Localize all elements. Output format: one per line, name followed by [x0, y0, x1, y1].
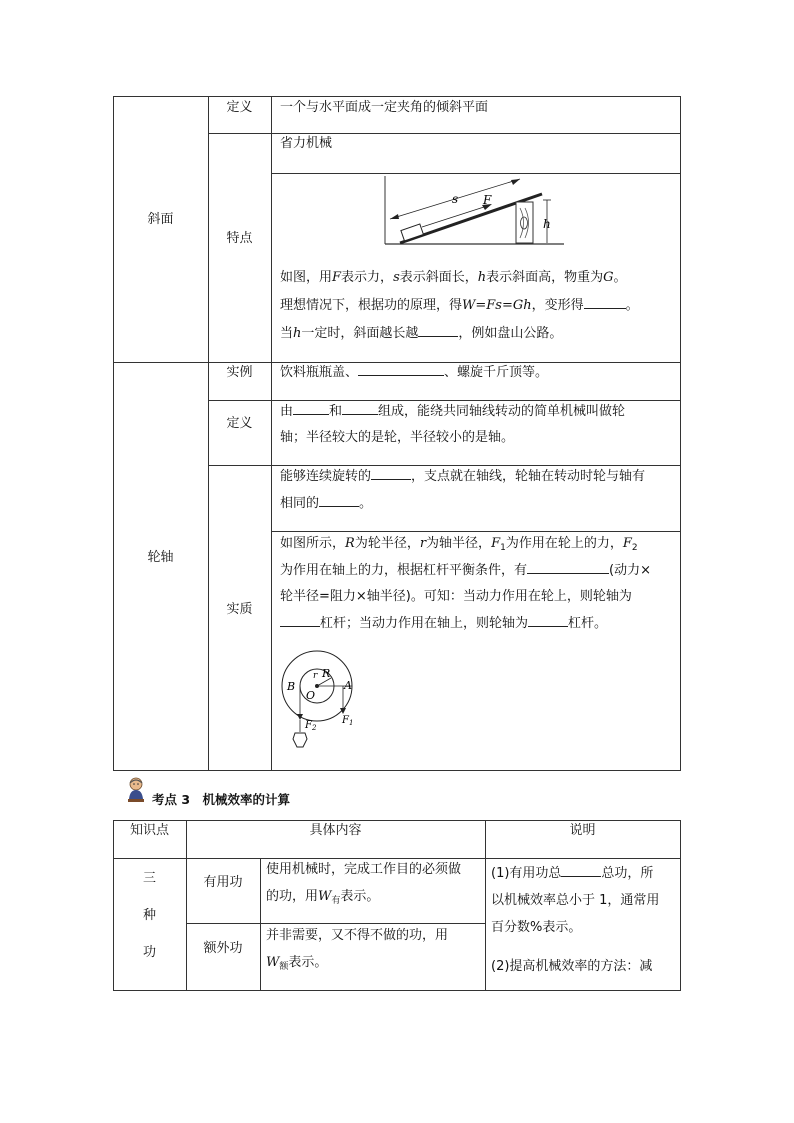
useful-work-label: 有用功 [203, 875, 243, 890]
wheel-example-label: 实例 [226, 365, 253, 380]
answer-blank[interactable] [528, 612, 568, 627]
table2-header-note: 说明 [569, 823, 596, 838]
answer-blank[interactable] [293, 400, 329, 415]
wheel-essence-2: 相同的 。 [280, 491, 372, 517]
note-2: 以机械效率总小于 1，通常用 [491, 893, 660, 908]
useful-work-desc-1: 使用机械时，完成工作目的必须做 [266, 862, 462, 877]
h-label: h [543, 217, 551, 231]
note-4: (2)提高机械效率的方法：减 [491, 959, 653, 974]
incline-definition: 一个与水平面成一定夹角的倾斜平面 [280, 100, 489, 115]
incline-label: 斜面 [147, 212, 174, 227]
table2-header-topic: 知识点 [129, 823, 169, 838]
wheel-axle-diagram [275, 650, 375, 755]
answer-blank[interactable] [418, 322, 458, 337]
incline-feature-label: 特点 [226, 231, 253, 246]
note-3: 百分数%表示。 [491, 920, 582, 935]
wheel-label: 轮轴 [147, 550, 174, 565]
r-label: r [313, 671, 318, 681]
incline-feature-head: 省力机械 [280, 136, 333, 151]
three-works-char-3: 功 [142, 945, 156, 960]
answer-blank[interactable] [584, 294, 626, 309]
note-1: (1)有用功总 总功，所 [491, 861, 653, 887]
wheel-essence-5: 轮半径=阻力×轴半径)。可知：当动力作用在轮上，则轮轴为 [280, 589, 632, 604]
wheel-definition-label: 定义 [226, 416, 253, 431]
section3-title: 考点 3 机械效率的计算 [152, 792, 291, 807]
answer-blank[interactable] [527, 559, 609, 574]
incline-feature-p1: 如图，用F表示力，s表示斜面长，h表示斜面高，物重为G。 [280, 270, 627, 285]
F2-label: F [305, 720, 312, 731]
useful-work-desc-2: 的功，用$W_有$表示。 [266, 889, 380, 906]
table2-header-content: 具体内容 [309, 823, 362, 838]
svg-text:F1: $F_1$ [342, 715, 354, 727]
wheel-example: 饮料瓶瓶盖、 、螺旋千斤顶等。 [280, 360, 548, 386]
incline-feature-p2: 理想情况下，根据功的原理，得W=Fs=Gh，变形得 。 [280, 293, 639, 319]
answer-blank[interactable] [371, 465, 411, 480]
R-label: R [322, 667, 331, 680]
wheel-essence-4: 为作用在轴上的力，根据杠杆平衡条件，有 (动力× [280, 558, 651, 584]
weight-icon [293, 733, 307, 747]
svg-text:F2: $F_2$ [305, 720, 317, 732]
answer-blank[interactable] [342, 400, 378, 415]
A-label: A [344, 679, 352, 692]
three-works-char-1: 三 [142, 871, 156, 886]
O-label: O [306, 689, 316, 702]
extra-work-desc-2: $W_额$表示。 [266, 955, 328, 972]
s-label: s [452, 192, 459, 206]
wheel-definition-2: 轴；半径较大的是轮，半径较小的是轴。 [280, 430, 515, 445]
three-works-char-2: 种 [142, 908, 156, 923]
extra-work-desc-1: 并非需要，又不得不做的功，用 [266, 928, 449, 943]
answer-blank[interactable] [280, 612, 320, 627]
wheel-essence-6: 杠杆；当动力作用在轴上，则轮轴为 杠杆。 [280, 611, 607, 637]
incline-diagram [382, 175, 567, 250]
answer-blank[interactable] [358, 361, 444, 376]
F1-label: F [342, 715, 349, 726]
incline-definition-label: 定义 [226, 100, 253, 115]
B-label: B [287, 680, 296, 693]
answer-blank[interactable] [319, 492, 359, 507]
answer-blank[interactable] [561, 862, 601, 877]
incline-feature-p3: 当h一定时，斜面越长越 ，例如盘山公路。 [280, 321, 562, 347]
wheel-definition-1: 由 和 组成，能绕共同轴线转动的简单机械叫做轮 [280, 399, 625, 425]
wheel-essence-3: 如图所示，R为轮半径，r为轴半径，$F_1$为作用在轮上的力，$F_2$ [280, 536, 638, 553]
extra-work-label: 额外功 [203, 941, 243, 956]
F-label: F [483, 193, 492, 207]
teacher-icon [126, 777, 146, 803]
wheel-essence-label: 实质 [226, 602, 253, 617]
wheel-essence-1: 能够连续旋转的 ，支点就在轴线，轮轴在转动时轮与轴有 [280, 464, 645, 490]
